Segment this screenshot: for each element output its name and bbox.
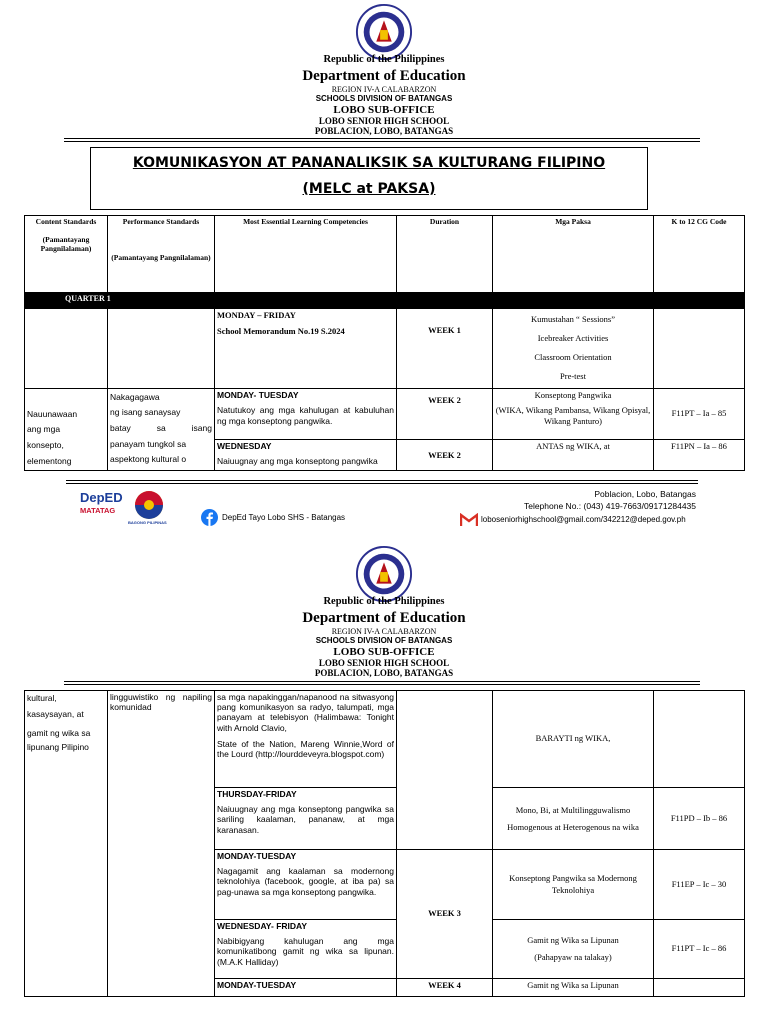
table-row: [25, 309, 745, 389]
cg-code-cell: F11PT – Ic – 86: [654, 920, 745, 979]
cg-code-cell: F11PN – Ia – 86: [654, 440, 745, 471]
performance-standards-header: Performance Standards (Pamantayang Pangnilalaman): [108, 216, 215, 293]
cg-code-cell: F11PT – Ia – 85: [654, 388, 745, 440]
divider: [64, 681, 700, 682]
bagong-pilipinas-text: BAGONG PILIPINAS: [128, 520, 167, 525]
melc-cell: WEDNESDAY- FRIDAY Nabibigyang kahulugan ang mga komunikatibong gamit ng wika sa lipunan. (M.A.K Halliday): [215, 920, 397, 979]
school-label: LOBO SENIOR HIGH SCHOOL: [318, 657, 450, 668]
duration-header: Duration: [397, 216, 493, 293]
paksa-cell: Konseptong Pangwika sa Modernong Teknolohiya: [493, 850, 654, 920]
melc-cell: MONDAY-TUESDAY: [215, 979, 397, 997]
footer-divider: [66, 483, 698, 484]
melc-cell: MONDAY-TUESDAY Nagagamit ang kaalaman sa modernong teknolohiya (facebook, google, at iba pa) sa pag-unawa sa mga konseptong pangwika.: [215, 850, 397, 920]
footer-email[interactable]: loboseniorhighschool@gmail.com/342212@deped.gov.ph: [481, 515, 686, 524]
melc-cell: MONDAY- TUESDAY Natutukoy ang mga kahulugan at kabuluhan ng mga konseptong pangwika.: [215, 388, 397, 440]
cg-code-header: K to 12 CG Code: [654, 216, 745, 293]
melc-cell: WEDNESDAY Naiuugnay ang mga konseptong pangwika: [215, 440, 397, 471]
department-label: Department of Education: [302, 67, 466, 84]
gmail-icon: [460, 513, 478, 527]
footer-divider: [66, 480, 698, 481]
division-label: SCHOOLS DIVISION OF BATANGAS: [315, 93, 453, 103]
matatag-text: MATATAG: [80, 506, 116, 515]
melc-header: Most Essential Learning Competencies: [215, 216, 397, 293]
performance-standard-cell: Nakagagawa ng isang sanaysay batay sa isang panayam tungkol sa aspektong kultural o: [108, 388, 215, 471]
suboffice-label: LOBO SUB-OFFICE: [333, 645, 435, 658]
paksa-cell: Gamit ng Wika sa Lipunan (Pahapyaw na talakay): [493, 920, 654, 979]
document-title: KOMUNIKASYON AT PANANALIKSIK SA KULTURANG FILIPINO: [132, 155, 606, 171]
department-label: Department of Education: [302, 609, 466, 626]
duration-cell: WEEK 4: [397, 979, 493, 997]
melc-cell: MONDAY – FRIDAY School Memorandum No.19 S.2024: [215, 309, 397, 389]
deped-logo-text: DepED: [80, 490, 123, 505]
region-label: REGION IV-A CALABARZON: [331, 626, 437, 636]
facebook-icon[interactable]: [201, 509, 218, 526]
cg-code-cell: F11PD – Ib – 86: [654, 788, 745, 850]
quarter-row: [25, 293, 745, 309]
paksa-cell: Gamit ng Wika sa Lipunan: [493, 979, 654, 997]
table-header-row: [25, 216, 745, 293]
content-standard-cell: Nauunawaan ang mga konsepto, elementong: [25, 388, 108, 471]
paksa-cell: Mono, Bi, at Multilingguwalismo Homogenous at Heterogenous na wika: [493, 788, 654, 850]
content-standard-cell: kultural, kasaysayan, at gamit ng wika sa lipunang Pilipino: [25, 691, 108, 997]
deped-seal-icon: [355, 545, 413, 603]
footer-contact: [430, 488, 696, 513]
region-label: REGION IV-A CALABARZON: [331, 84, 437, 94]
paksa-cell: Konseptong Pangwika (WIKA, Wikang Pambansa, Wikang Opisyal, Wikang Panturo): [493, 388, 654, 440]
content-standards-header: Content Standards (Pamantayang Pangnilalaman): [25, 216, 108, 293]
republic-label: Republic of the Philippines: [323, 54, 445, 65]
melc-cell: THURSDAY-FRIDAY Naiuugnay ang mga konseptong pangwika sa sariling kaalaman, pananaw, at mga karanasan.: [215, 788, 397, 850]
suboffice-label: LOBO SUB-OFFICE: [333, 103, 435, 116]
divider: [64, 141, 700, 142]
document-title-box: [90, 147, 648, 210]
footer-telephone: Telephone No.: (043) 419-7663/09171284435: [523, 501, 696, 512]
duration-cell: WEEK 2: [397, 440, 493, 471]
page1-letterhead: [0, 55, 768, 137]
melc-table-page1: [24, 215, 745, 471]
divider: [64, 684, 700, 685]
melc-table-page2: [24, 690, 745, 997]
quarter-label: QUARTER 1: [25, 293, 745, 309]
document-subtitle: (MELC at PAKSA): [302, 181, 436, 197]
paksa-cell: Kumustahan “ Sessions” Icebreaker Activities Classroom Orientation Pre-test: [493, 309, 654, 389]
republic-label: Republic of the Philippines: [323, 596, 445, 607]
divider: [64, 138, 700, 139]
address-label: POBLACION, LOBO, BATANGAS: [314, 125, 454, 136]
paksa-cell: BARAYTI ng WIKA,: [493, 691, 654, 788]
duration-cell: WEEK 2: [397, 388, 493, 440]
school-label: LOBO SENIOR HIGH SCHOOL: [318, 115, 450, 126]
address-label: POBLACION, LOBO, BATANGAS: [314, 667, 454, 678]
duration-cell: WEEK 3: [397, 850, 493, 979]
table-row: [25, 691, 745, 788]
deped-matatag-logo: [80, 490, 124, 530]
cg-code-cell: F11EP – Ic – 30: [654, 850, 745, 920]
division-label: SCHOOLS DIVISION OF BATANGAS: [315, 635, 453, 645]
table-row: [25, 388, 745, 440]
paksa-cell: ANTAS ng WIKA, at: [493, 440, 654, 471]
paksa-header: Mga Paksa: [493, 216, 654, 293]
melc-cell: sa mga napakinggan/napanood na sitwasyong pang komunikasyon sa radyo, talumpati, mga panayam at telebisyon (Halimbawa: Tonight with Arnold Clavio, State of the Nation, Mareng Winnie,Word of the Lourd (http://lourddeveyra.blogspot.com): [215, 691, 397, 788]
duration-cell: WEEK 1: [397, 309, 493, 389]
facebook-page-link[interactable]: DepEd Tayo Lobo SHS - Batangas: [222, 513, 346, 522]
page2-letterhead: [0, 597, 768, 679]
footer-address: Poblacion, Lobo, Batangas: [594, 489, 696, 499]
deped-seal-icon: [355, 3, 413, 61]
performance-standard-cell: lingguwistiko ng napiling komunidad: [108, 691, 215, 997]
